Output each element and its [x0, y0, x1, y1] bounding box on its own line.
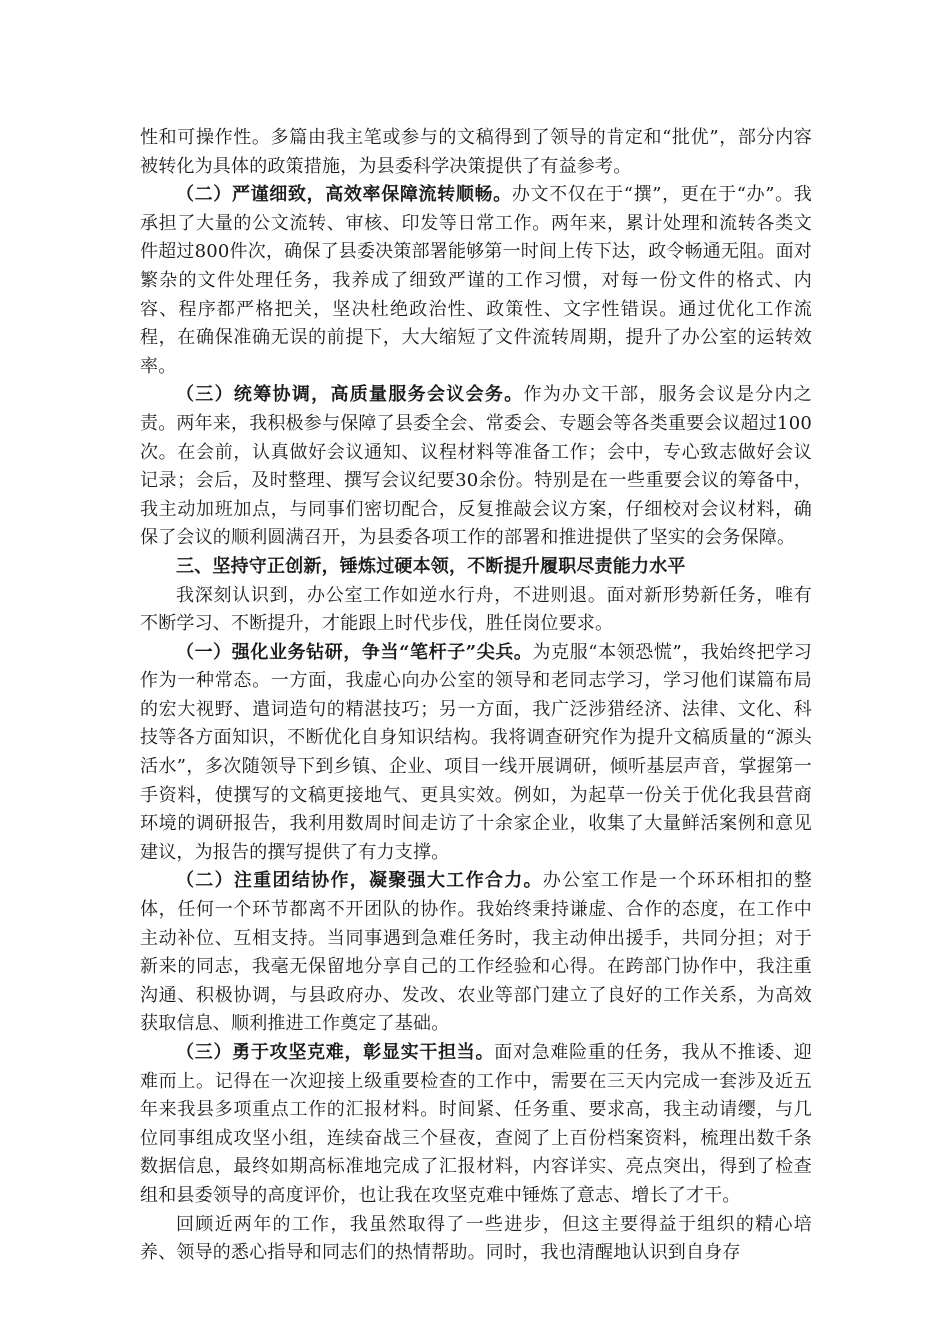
paragraph-teamwork	[140, 867, 812, 1039]
paragraph-text: 办文不仅在于“撰”，更在于“办”。我承担了大量的公文流转、审核、印发等日常工作。两年来，累计处理和流转各类文件超过800件次，确保了县委决策部署能够第一时间上传下达，政令畅通无阻。面对繁杂的文件处理任务，我养成了细致严谨的工作习惯，对每一份文件的格式、内容、程序都严格把关，坚决杜绝政治性、政策性、文字性错误。通过优化工作流程，在确保准确无误的前提下，大大缩短了文件流转周期，提升了办公室的运转效率。	[140, 184, 812, 377]
section-heading-three: 三、坚持守正创新，锤炼过硬本领，不断提升履职尽责能力水平	[176, 555, 686, 577]
paragraph-tackle-difficulties	[140, 1039, 812, 1211]
paragraph-review: 回顾近两年的工作，我虽然取得了一些进步，但这主要得益于组织的精心培养、领导的悉心指导和同志们的热情帮助。同时，我也清醒地认识到自身存	[140, 1213, 812, 1264]
paragraph-business-study	[140, 639, 812, 868]
paragraph-text: 为克服“本领恐慌”，我始终把学习作为一种常态。一方面，我虚心向办公室的领导和老同志学习，学习他们谋篇布局的宏大视野、遣词造句的精湛技巧；另一方面，我广泛涉猎经济、法律、文化、科技等各方面知识，不断优化自身知识结构。我将调查研究作为提升文稿质量的“源头活水”，多次随领导下到乡镇、企业、项目一线开展调研，倾听基层声音，掌握第一手资料，使撰写的文稿更接地气、更具实效。例如，为起草一份关于优化我县营商环境的调研报告，我利用数周时间走访了十余家企业，收集了大量鲜活案例和意见建议，为报告的撰写提供了有力支撑。	[140, 641, 812, 863]
paragraph-section-intro: 我深刻认识到，办公室工作如逆水行舟，不进则退。面对新形势新任务，唯有不断学习、不断提升，才能跟上时代步伐，胜任岗位要求。	[140, 584, 812, 635]
subheading-tackle-difficulties: （三）勇于攻坚克难，彰显实干担当。	[176, 1042, 495, 1063]
subheading-meeting-service: （三）统筹协调，高质量服务会议会务。	[176, 384, 524, 406]
paragraph-text: 面对急难险重的任务，我从不推诿、迎难而上。记得在一次迎接上级重要检查的工作中，需要在三天内完成一套涉及近五年来我县多项重点工作的汇报材料。时间紧、任务重、要求高，我主动请缨，与几位同事组成攻坚小组，连续奋战三个昼夜，查阅了上百份档案资料，梳理出数千条数据信息，最终如期高标准地完成了汇报材料，内容详实、亮点突出，得到了检查组和县委领导的高度评价，也让我在攻坚克难中锤炼了意志、增长了才干。	[140, 1042, 812, 1206]
subheading-teamwork: （二）注重团结协作，凝聚强大工作合力。	[176, 870, 543, 892]
paragraph-text: 作为办文干部，服务会议是分内之责。两年来，我积极参与保障了县委全会、常委会、专题会等各类重要会议超过100次。在会前，认真做好会议通知、议程材料等准备工作；会中，专心致志做好会议记录；会后，及时整理、撰写会议纪要30余份。特别是在一些重要会议的筹备中，我主动加班加点，与同事们密切配合，反复推敲会议方案，仔细校对会议材料，确保了会议的顺利圆满召开，为县委各项工作的部署和推进提供了坚实的会务保障。	[140, 384, 812, 549]
paragraph-continuation: 性和可操作性。多篇由我主笔或参与的文稿得到了领导的肯定和“批优”，部分内容被转化为具体的政策措施，为县委科学决策提供了有益参考。	[140, 127, 812, 177]
document-body	[140, 124, 812, 1268]
paragraph-doc-handling	[140, 181, 812, 381]
paragraph-meeting-service	[140, 381, 812, 553]
paragraph-text: 办公室工作是一个环环相扣的整体，任何一个环节都离不开团队的协作。我始终秉持谦虚、合作的态度，在工作中主动补位、互相支持。当同事遇到急难任务时，我主动伸出援手，共同分担；对于新来的同志，我毫无保留地分享自己的工作经验和心得。在跨部门协作中，我注重沟通、积极协调，与县政府办、发改、农业等部门建立了良好的工作关系，为高效获取信息、顺利推进工作奠定了基础。	[140, 870, 812, 1035]
subheading-doc-handling: （二）严谨细致，高效率保障流转顺畅。	[176, 184, 512, 206]
subheading-business-study: （一）强化业务钻研，争当“笔杆子”尖兵。	[176, 641, 533, 663]
